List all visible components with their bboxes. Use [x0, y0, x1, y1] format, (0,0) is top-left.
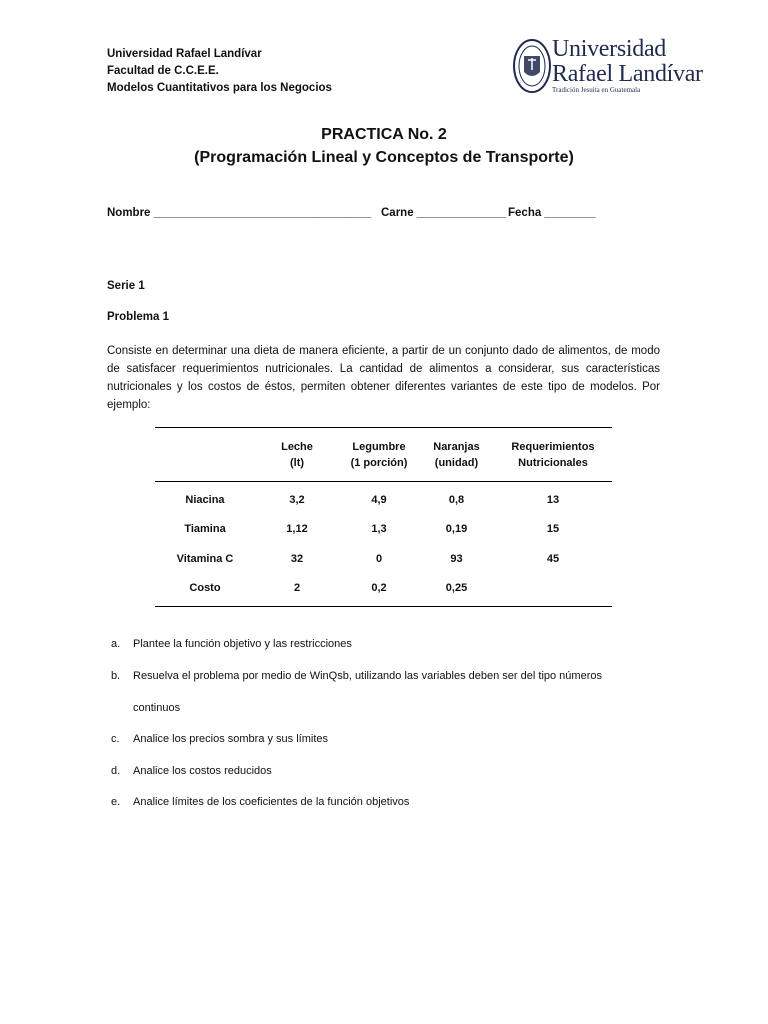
fecha-field: Fecha ________	[508, 207, 596, 219]
table-cell: 1,3	[371, 523, 387, 536]
table-cell: 0,8	[448, 493, 465, 506]
question-text: Analice los precios sombra y sus límites	[133, 733, 329, 745]
university-seal-icon	[512, 38, 552, 94]
table-cell: 32	[290, 552, 304, 565]
table-cell: Vitamina C	[176, 552, 234, 565]
header-leche-l1: Leche	[281, 440, 313, 453]
course-name: Modelos Cuantitativos para los Negocios	[107, 82, 332, 94]
table-header-cell	[419, 428, 494, 482]
table-cell: 4,9	[371, 493, 387, 506]
table-header-cell	[155, 428, 255, 482]
question-letter: c.	[111, 733, 120, 745]
table-cell: 2	[293, 582, 301, 595]
header-req-l1: Requerimientos	[511, 440, 595, 453]
table-cell: 1,12	[286, 523, 308, 536]
table-header-row	[155, 428, 612, 482]
page-title: PRACTICA No. 2	[321, 126, 447, 143]
problema-heading: Problema 1	[107, 311, 169, 323]
question-text: Resuelva el problema por medio de WinQsb, utilizando las variables deben ser del tipo números	[133, 670, 602, 682]
question-letter: a.	[111, 638, 121, 650]
question-letter: e.	[111, 796, 121, 808]
nutrition-table	[155, 427, 612, 607]
table-cell: Costo	[189, 582, 221, 595]
logo-line1: Universidad	[552, 36, 667, 62]
header-leche-l2: (lt)	[289, 456, 305, 469]
table-cell: 0	[375, 552, 383, 565]
table-cell: 45	[546, 552, 560, 565]
question-text: Analice límites de los coeficientes de la función objetivos	[133, 796, 410, 808]
faculty-name: Facultad de C.C.E.E.	[107, 65, 219, 77]
table-cell: 15	[546, 523, 560, 536]
table-cell: 0,2	[371, 582, 387, 595]
table-cell: Tiamina	[184, 523, 226, 536]
table-row	[155, 515, 612, 545]
question-text: Plantee la función objetivo y las restricciones	[133, 638, 352, 650]
header-naranjas-l2: (unidad)	[434, 456, 479, 469]
table-cell: 0,19	[445, 523, 468, 536]
question-letter: d.	[111, 765, 121, 777]
problem-description: Consiste en determinar una dieta de manera eficiente, a partir de un conjunto dado de alimentos, de modo de satisfacer requerimientos nutricionales. La cantidad de alimentos a considerar, sus características nutricionales y los costos de éstos, permiten obtener diferentes variantes de este tipo de modelos. Por ejemplo:	[107, 345, 660, 411]
table-row	[155, 574, 612, 607]
table-cell: 3,2	[289, 493, 305, 506]
table-row	[155, 482, 612, 515]
page-subtitle: (Programación Lineal y Conceptos de Transporte)	[194, 149, 574, 166]
table-cell: 93	[450, 552, 463, 565]
question-text: Analice los costos reducidos	[133, 765, 272, 777]
table-header-cell	[494, 428, 612, 482]
question-letter: b.	[111, 670, 121, 682]
university-name: Universidad Rafael Landívar	[107, 48, 262, 60]
logo-line2: Rafael Landívar	[552, 61, 703, 87]
serie-heading: Serie 1	[107, 280, 145, 292]
logo-tagline: Tradición Jesuita en Guatemala	[552, 86, 641, 94]
question-text-continued: continuos	[133, 702, 181, 714]
table-cell: Niacina	[185, 493, 225, 506]
table-header-cell	[255, 428, 339, 482]
nombre-field: Nombre __________________________________	[107, 207, 372, 219]
header-legumbre-l1: Legumbre	[352, 440, 406, 453]
header-naranjas-l1: Naranjas	[433, 440, 480, 453]
table-cell: 0,25	[445, 582, 468, 595]
header-req-l2: Nutricionales	[518, 456, 588, 469]
table-row	[155, 544, 612, 574]
table-cell: 13	[546, 493, 560, 506]
table-cell	[494, 574, 612, 607]
table-header-cell	[339, 428, 419, 482]
carne-field: Carne ______________	[381, 207, 507, 219]
header-legumbre-l2: (1 porción)	[350, 456, 408, 469]
